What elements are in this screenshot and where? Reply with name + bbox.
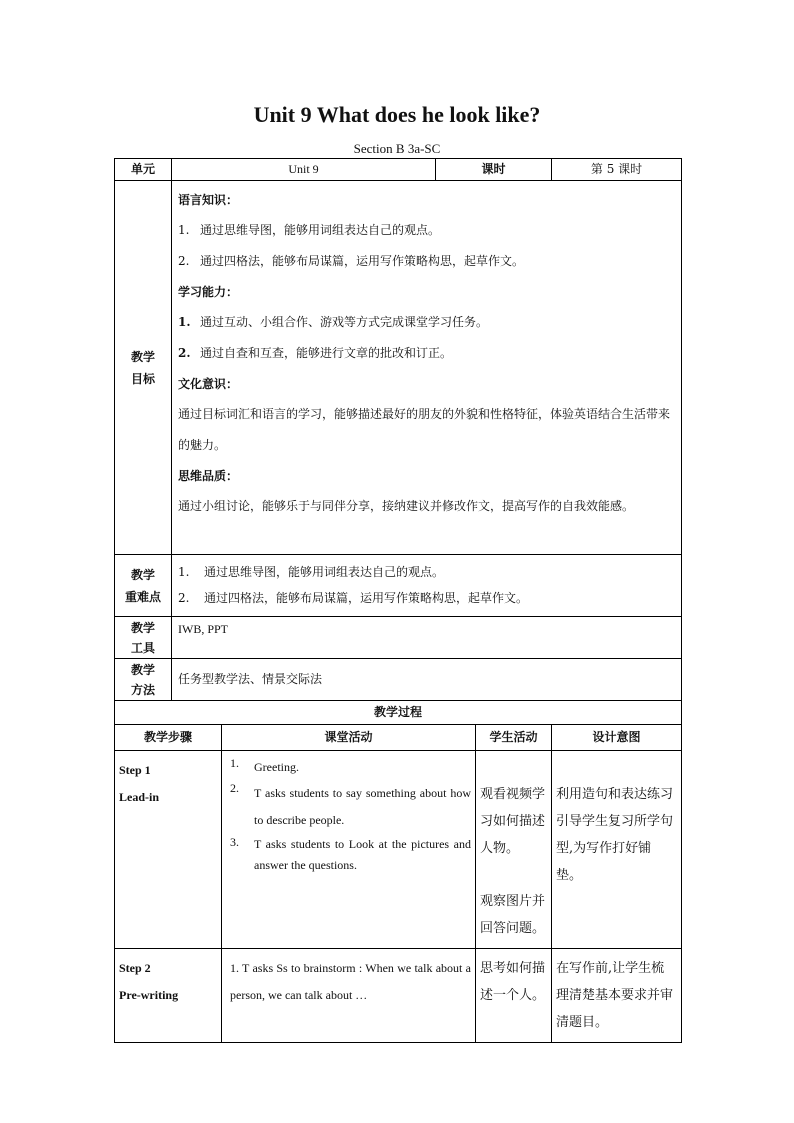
document-subtitle: Section B 3a-SC bbox=[353, 141, 441, 156]
key-point-item: 2. 通过四格法，能够布局谋篇，运用写作策略构思，起草作文。 bbox=[178, 591, 529, 605]
language-heading: 语言知识： bbox=[178, 193, 239, 207]
thinking-heading: 思维品质： bbox=[178, 469, 239, 483]
process-heading: 教学过程 bbox=[115, 701, 682, 725]
design-intent-cell: 在写作前,让学生梳理清楚基本要求并审清题目。 bbox=[552, 949, 682, 1043]
student-activity-cell: 观看视频学习如何描述人物。 观察图片并回答问题。 bbox=[476, 751, 552, 949]
methods-row bbox=[115, 659, 682, 701]
language-item: 1. 通过思维导图，能够用词组表达自己的观点。 bbox=[178, 223, 441, 237]
step-name: Lead-in bbox=[119, 790, 160, 804]
goals-row bbox=[115, 181, 682, 555]
period-label: 课时 bbox=[436, 159, 552, 181]
col-class-activity: 课堂活动 bbox=[222, 725, 476, 751]
key-points-label: 教学 重难点 bbox=[115, 555, 172, 617]
class-activity-cell: 1. T asks Ss to brainstorm : When we talk about a person, we can talk about … bbox=[222, 949, 476, 1043]
process-heading-row bbox=[115, 701, 682, 725]
ability-heading: 学习能力： bbox=[178, 285, 239, 299]
goals-label: 教学 目标 bbox=[115, 181, 172, 555]
ability-item: 2. 通过自查和互查，能够进行文章的批改和订正。 bbox=[178, 346, 453, 360]
language-item: 2. 通过四格法，能够布局谋篇，运用写作策略构思，起草作文。 bbox=[178, 254, 525, 268]
culture-heading: 文化意识： bbox=[178, 377, 239, 391]
tools-label: 教学 工具 bbox=[115, 617, 172, 659]
ability-item: 1. 通过互动、小组合作、游戏等方式完成课堂学习任务。 bbox=[178, 315, 489, 329]
activity-item: 1. Greeting. bbox=[230, 756, 299, 774]
methods-value: 任务型教学法、情景交际法 bbox=[172, 659, 682, 701]
tools-value: IWB, PPT bbox=[172, 617, 682, 659]
activity-item: 2. T asks students to say something about how to describe people. bbox=[230, 781, 471, 827]
goals-content bbox=[172, 181, 682, 555]
step-number: Step 2 bbox=[119, 961, 151, 975]
class-activity-cell bbox=[222, 751, 476, 949]
document-title: Unit 9 What does he look like? bbox=[253, 102, 541, 127]
step-row bbox=[115, 751, 682, 949]
header-row bbox=[115, 159, 682, 181]
period-value: 第 5 课时 bbox=[552, 159, 682, 181]
design-intent-cell: 利用造句和表达练习引导学生复习所学句型,为写作打好铺垫。 bbox=[552, 751, 682, 949]
process-columns-row bbox=[115, 725, 682, 751]
student-activity-cell: 思考如何描述一个人。 bbox=[476, 949, 552, 1043]
step-cell bbox=[115, 949, 222, 1043]
culture-text: 通过目标词汇和语言的学习，能够描述最好的朋友的外貌和性格特征，体验英语结合生活带来的魅力。 bbox=[178, 407, 671, 452]
step-cell bbox=[115, 751, 222, 949]
lesson-plan-table bbox=[114, 158, 682, 1043]
activity-item: 3. T asks students to Look at the pictures and answer the questions. bbox=[230, 835, 471, 872]
key-points-content bbox=[172, 555, 682, 617]
step-row bbox=[115, 949, 682, 1043]
step-number: Step 1 bbox=[119, 763, 151, 777]
col-student-activity: 学生活动 bbox=[476, 725, 552, 751]
tools-row bbox=[115, 617, 682, 659]
key-points-row bbox=[115, 555, 682, 617]
key-point-item: 1. 通过思维导图，能够用词组表达自己的观点。 bbox=[178, 565, 445, 579]
col-step: 教学步骤 bbox=[115, 725, 222, 751]
methods-label: 教学 方法 bbox=[115, 659, 172, 701]
step-name: Pre-writing bbox=[119, 988, 179, 1002]
col-design-intent: 设计意图 bbox=[552, 725, 682, 751]
unit-label: 单元 bbox=[115, 159, 172, 181]
thinking-text: 通过小组讨论，能够乐于与同伴分享，接纳建议并修改作文，提高写作的自我效能感。 bbox=[178, 499, 635, 513]
unit-value: Unit 9 bbox=[172, 159, 436, 181]
